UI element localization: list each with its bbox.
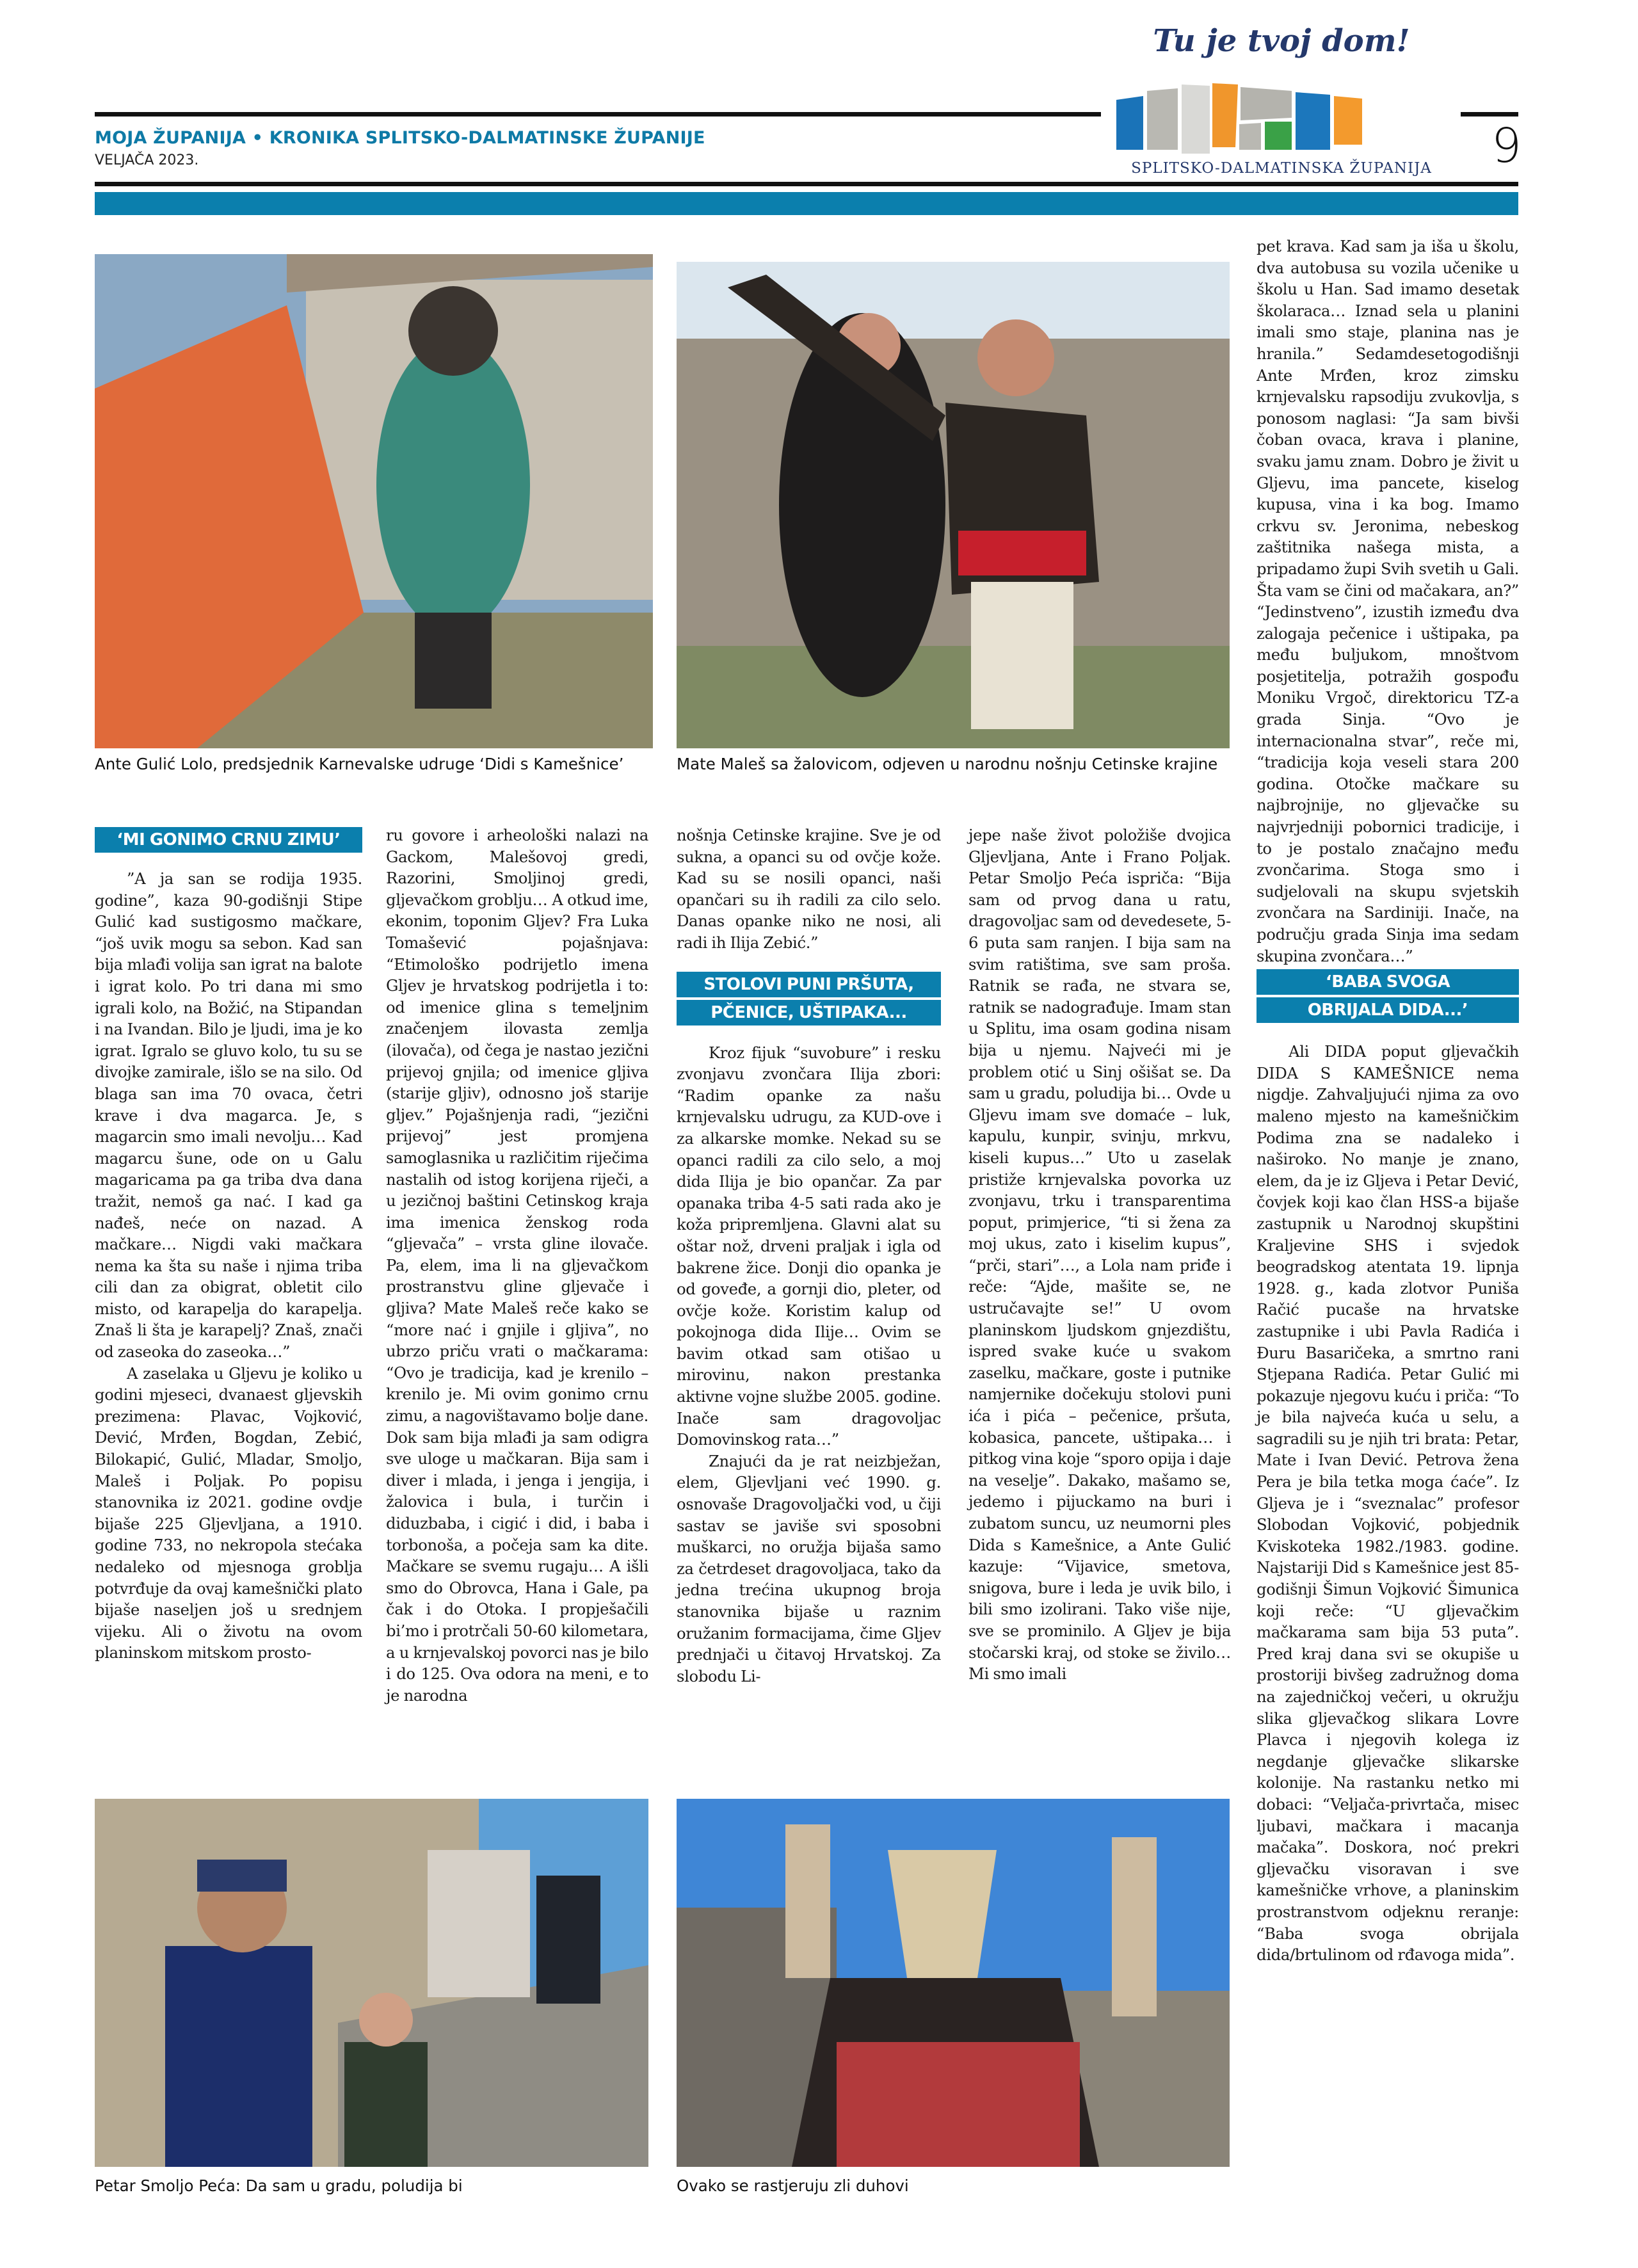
- masthead-top-rule: [95, 112, 1101, 117]
- article-column-4: [968, 824, 1231, 1685]
- masthead-bottom-rule: [95, 182, 1518, 186]
- subheading: ‘MI GONIMO CRNU ZIMU’: [95, 827, 362, 853]
- photo-man-legs: [971, 582, 1073, 729]
- old-man-child-photo-image: [95, 1799, 648, 2167]
- logo-bar: [1116, 96, 1143, 150]
- article-paragraph: pet krava. Kad sam ja iša u školu, dva autobusa su vozila učenike u školu u Han. Sad imamo desetak školaraca… Iznad sela u planini imali smo staje, planina nas je hranila.” Sedamdesetogodišnji Ante Mrđen, kroz zimsku krnjevalsku rapsodiju zvukovlja, s ponosom naglasi: “Ja sam bivši čoban ovaca, krava i planine, svaku jamu znam. Dobro je živit u Gljevu, ima pancete, kiselog kupusa, vina i ka bog. Imamo crkvu sv. Jeronima, nebeskog zaštitnika našega mista, a pripadamo župi Svih svetih u Gali. Šta vam se čini od mačakara, an?” “Jedinstveno”, izustih između dva zalogaja pečenice i uštipaka, pa među buljukom, mnoštvom posjetitelja, potražih gospođu Moniku Vrgoč, direktoricu TZ-a grada Sinja. “Ovo je internacionalna stvar”, reče mi, “tradicija koja veseli stara 200 godina. Otočke mačkare su najbrojnije, no gljevačke su najvrjedniji pobornici tradicije, i to je postalo značajno među zvončarima. Stoga smo i sudjelovali na skupu svjetskih zvončara na Sardiniji. Inače, na području grada Sinja ima sedam skupina zvončara…”: [1257, 237, 1519, 965]
- photo-man-head: [977, 319, 1054, 396]
- logo-bar: [1239, 123, 1261, 150]
- photo-caption: Petar Smoljo Peća: Da sam u gradu, poludija bi: [95, 2176, 463, 2195]
- article-paragraph: jepe naše život položiše dvojica Gljevljana, Ante i Frano Poljak. Petar Smoljo Peća ispriča: “Bija sam od prvog dana u ratu, dragovoljac sam od devedesete, 5-6 puta sam ranjen. I bija sam na svim ratištima, sve sam proša. Ratnik se rađa, ne stvara se, ratnik se nadograđuje. Imam stan u Splitu, ima osam godina nisam bija u njemu. Najveći mi je problem otić u Sinj ošišat se. Da sam u gradu, poludija bi… Ovde u Gljevu imam sve domaće – luk, kapulu, kunpir, svinju, mrkvu, kiseli kupus…” Uto u zaselak pristiže krnjevalska povorka uz zvonjavu, trku i transparentima poput, primjerice, “ti si žena za moj ukus, zato i kiselim kupus”, “prči, stari”…, a Lola nam priđe i reče: “Ajde, mašite se, ne ustručavajte se!” U ovom planinskom ljudskom gnjezdištu, ispred svake kuće u svakom zaselku, mačkare, goste i putnike namjernike dočekuju stolovi puni ića i pića – pečenice, pršuta, kobasica, pancete, uštipaka… i pitkog vina koje “sporo opija i daje na veselje”. Dakako, mašamo se, jedemo i pijuckamo na buri i zubatom suncu, uz neumorni ples Dida s Kamešnice, a Ante Gulić kazuje: “Vijavice, smetova, snigova, bure i leda je uvik bilo, i bili smo izolirani. Tako više nije, sve se prominilo. A Gljev je bija stočarski kraj, od stoke se živilo… Mi smo imali: [968, 826, 1231, 1684]
- article-paragraph: ”A ja san se rodija 1935. godine”, kaza 90-godišnji Stipe Gulić kad sustigosmo mačkare, “još uvik mogu sa sebon. Kad san bija mlađi volija san igrat na balote i igrat kolo. Po tri dana mi smo igrali kolo, na Božić, na Stipandan i na Ivandan. Bilo je ljudi, ima je ko igrat. Igralo se gluvo kolo, tu su se divojke zamirale, išlo se na silo. Od blaga san ima 70 ovaca, četri krave i dva magarca. Je, s magarcin smo imali nevolju… Kad magarcu šune, ode on u Galu magaricama pa ga triba dva dana tražit, nemoš ga nać. I kad ga nađeš, neće on nazad. A mačkare… Nigdi vaki mačkara nema ka šta su naše i njima triba cili dan za obigrat, obletit cilo misto, od karapelja do karapelja. Znaš li šta je karapelj? Znaš, znači od zaseoka do zaseoka…”: [95, 869, 362, 1362]
- photo-person: [376, 337, 530, 632]
- subheading: ‘BABA SVOGA: [1257, 969, 1519, 995]
- photo-caption: Ovako se rastjeruju zli duhovi: [677, 2176, 909, 2195]
- article-paragraph: Kroz fijuk “suvobure” i resku zvonjavu zvončara Ilija zbori: “Radim opanke za našu krnjevalsku udrugu, za KUD-ove i za alkarske momke. Nekad su se opanci radili za cilo selo, a moj dida Ilija je bio opančar. Za par opanaka triba 4-5 sati rada ako je koža pripremljena. Glavni alat su oštar nož, drveni praljak i igla od bakrene žice. Donji dio opanka je od goveđe, a gornji dio, pleter, od ovčje kože. Koristim kalup od pokojnoga dida Ilije… Ovim se bavim otkad sam otišao u mirovinu, nakon prestanka aktivne vojne službe 2005. godine. Inače sam dragovoljac Domovinskog rata…”: [677, 1043, 941, 1449]
- logo-bar: [1334, 96, 1362, 145]
- article-column-5: [1257, 236, 1519, 1966]
- flag-bearer-photo: [95, 254, 653, 748]
- article-paragraph: nošnja Cetinske krajine. Sve je od sukna, a opanci su od ovčje kože. Kad su se nosili opanci, naši opančari su ih radili za cilo selo. Danas opanke niko ne nosi, ali radi ih Ilija Zebić.”: [677, 826, 941, 952]
- flag-bearer-photo-image: [95, 254, 653, 748]
- article-column-1: [95, 827, 362, 1664]
- article-column-3: [677, 824, 941, 1687]
- section-title: MOJA ŽUPANIJA • KRONIKA SPLITSKO-DALMATINSKE ŽUPANIJE: [95, 128, 705, 148]
- logo-buildings-icon: [1112, 83, 1445, 155]
- logo-bar: [1147, 88, 1178, 150]
- article-paragraph: Ali DIDA poput gljevačkih DIDA S KAMEŠNICE nema nigdje. Zahvaljujući njima za ovo maleno mjesto na kamešničkim Podima zna se nadaleko i naširoko. No manje je znano, elem, da je iz Gljeva i Petar Dević, čovjek koji kao član HSS-a bijaše zastupnik u Narodnoj skupštini Kraljevine SHS i svjedok beogradskog atentata 19. lipnja 1928. g., kada zlotvor Puniša Račić pucaše na hrvatske zastupnike i ubi Pavla Radića i Đuru Basaričeka, a smrtno rani Stjepana Radića. Petar Gulić mi pokazuje njegovu kuću i priča: “To je bila najveća kuća u selu, a sagradili su je njih tri brata: Petar, Mate i Ivan Dević. Petrova žena Pera je bila tetka moga ćaće”. Iz Gljeva je i “sveznalac” profesor Slobodan Vojković, pobjednik Kviskoteka 1982./1983. godine. Najstariji Did s Kamešnice jest 85-godišnji Šimun Vojković Šimunica koji reče: “U gljevačkim mačkarama sam bija 53 puta”. Pred kraj dana svi se okupiše u prostoriji bivšeg zadružnog doma na zajedničkoj večeri, u okružju slika gljevačkog slikara Lovre Plavca i njegovih kolega iz negdanje gljevačke slikarske kolonije. Na rastanku netko mi dobaci: “Veljača-privrtača, misec ljubavi, mačkara i macanja mačaka”. Doskora, noć prekri gljevačku visoravan i sve kamešničke vrhove, a planinskim prostranstvom odjeknu reranje: “Baba svoga obrijala dida/brtulinom od rđavoga mida”.: [1257, 1042, 1519, 1965]
- logo-bar: [1212, 83, 1238, 147]
- photo-man-cap: [197, 1860, 287, 1892]
- issue-date: VELJAČA 2023.: [95, 152, 199, 168]
- dancing-man-photo-image: [677, 262, 1230, 748]
- article-column-2: [386, 824, 648, 1706]
- old-man-child-photo: [95, 1799, 648, 2167]
- photo-fur-pole: [1112, 1837, 1157, 2016]
- photo-ribbons: [837, 2042, 1080, 2167]
- logo-bar: [1296, 92, 1330, 150]
- photo-ground: [677, 646, 1230, 748]
- article-paragraph: ru govore i arheološki nalazi na Gackom, Malešovoj gredi, Razorini, Smoljinoj gredi, gljevačkom groblju… A otkud ime, ekonim, toponim Gljev? Fra Luka Tomašević pojašnjava: “Etimološko podrijetlo imena Gljev je hrvatskog podrijetla i to: od imenice glina s temeljnim značenjem ilovasta zemlja (ilovača), od čega je nastao jezični prijevoj gnjila; od imenice gljiva (starije gljiv), odnosno još starije gljev.” Pojašnjenja radi, “jezični prijevoj” jest promjena samoglasnika u različitim riječima nastalih od istog korijena riječi, a u jezičnoj baštini Cetinskog kraja ima imenica ženskog roda “gljevača” – vrsta gline ilovače. Pa, elem, ima li na gljevačkom prostranstvu gline gljevače i gljiva? Mate Maleš reče kako se “more nać i gnjile i gljiva”, no ubrzo priču vrati o mačkarama: “Ovo je tradicija, kad je krenilo – krenilo je. Mi ovim gonimo crnu zimu, a nagovištavamo bolje dane. Dok sam bija mlađi ja sam odigra sve uloge u mačkaran. Bija sam i diver i mlada, i jenga i jengija, i žalovica i bula, i turčin i diduzbaba, i cigić i did, i baba i torbonoša, a počeja sam ka dite. Mačkare se svemu rugaju… A išli smo do Obrovca, Hana i Gale, pa čak i do Otoka. I propješačili bi’mo i protrčali 50-60 kilometara, a u krnjevalskoj povorci nas je bilo i do 125. Ova odora na meni, e to je narodna: [386, 826, 648, 1705]
- photo-man-coat: [165, 1946, 312, 2167]
- photo-caption: Ante Gulić Lolo, predsjednik Karnevalske udruge ‘Didi s Kamešnice’: [95, 755, 624, 773]
- photo-fur-pole: [785, 1824, 830, 1978]
- subheading: STOLOVI PUNI PRŠUTA,: [677, 972, 941, 997]
- masked-figure-photo-image: [677, 1799, 1230, 2167]
- section-color-bar: [95, 192, 1518, 215]
- logo-bar: [1182, 84, 1210, 154]
- photo-mask: [888, 1850, 997, 1978]
- subheading: OBRIJALA DIDA...’: [1257, 997, 1519, 1023]
- logo-slogan: Tu je tvoj dom!: [1153, 23, 1410, 59]
- photo-child: [344, 2042, 428, 2167]
- article-paragraph: A zaselaka u Gljevu je koliko u godini mjeseci, dvanaest gljevskih prezimena: Plavac, Vojković, Dević, Mrđen, Bogdan, Zebić, Bilokapić, Gulić, Mladar, Smoljo, Maleš i Poljak. Po popisu stanovnika iz 2021. godine ovdje bijaše 225 Gljevljana, a 1910. godine 733, no nekropola stećaka nedaleko od mjesnoga groblja potvrđuje da ovaj kamešnički plato bijaše naseljen još u srednjem vijeku. Ali o životu na ovom planinskom mitskom prosto-: [95, 1363, 362, 1662]
- photo-child-head: [359, 1993, 413, 2047]
- logo-bar: [1265, 122, 1292, 150]
- photo-people-background: [428, 1850, 530, 1997]
- masthead-top-rule-right: [1461, 112, 1518, 117]
- article-paragraph: Znajući da je rat neizbježan, elem, Gljevljani već 1990. g. osnovaše Dragovoljački vod, u čiji sastav se javiše svi sposobni muškarci, no oružja bijaša samo za četrdeset dragovoljaca, tako da jedna trećina ukupnog broja stanovnika bijaše u raznim oružanim formacijama, čime Gljev prednjači u čitavoj Hrvatskoj. Za slobodu Li-: [677, 1451, 941, 1685]
- photo-person-head: [408, 286, 498, 376]
- page-number: 9: [1491, 118, 1522, 173]
- photo-man-sash: [958, 531, 1086, 575]
- photo-person-legs: [415, 613, 492, 709]
- masked-figure-photo: [677, 1799, 1230, 2167]
- logo-county-name: SPLITSKO-DALMATINSKA ŽUPANIJA: [1131, 160, 1432, 177]
- dancing-man-photo: [677, 262, 1230, 748]
- subheading: PČENICE, UŠTIPAKA...: [677, 1000, 941, 1025]
- logo-bar: [1241, 87, 1292, 120]
- photo-caption: Mate Maleš sa žalovicom, odjeven u narodnu nošnju Cetinske krajine: [677, 755, 1218, 773]
- photo-photographer: [536, 1876, 600, 2004]
- county-logo: [1102, 14, 1461, 186]
